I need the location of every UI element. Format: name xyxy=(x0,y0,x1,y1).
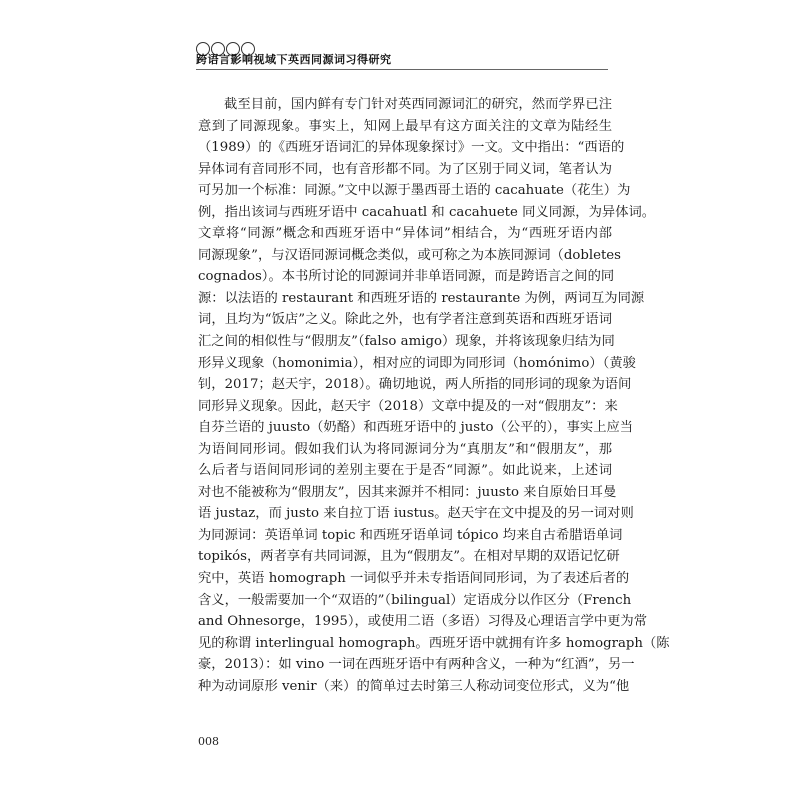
text-line: cognados）。本书所讨论的同源词并非单语同源，而是跨语言之间的同 xyxy=(198,269,615,285)
body-paragraph xyxy=(198,94,670,697)
text-line: 源：以法语的 restaurant 和西班牙语的 restaurante 为例，两词互为同源 xyxy=(198,290,645,306)
text-line: 同源现象”，与汉语同源词概念类似，或可称之为本族同源词（dobletes xyxy=(198,247,621,263)
text-line: 自芬兰语的 juusto（奶酪）和西班牙语中的 justo（公平的），事实上应当 xyxy=(198,420,634,436)
text-line: topikós，两者享有共同词源，且为“假朋友”。在相对早期的双语记忆研 xyxy=(198,549,620,565)
text-line: 豪，2013）：如 vino 一词在西班牙语中有两种含义，一种为“红酒”，另一 xyxy=(198,657,635,673)
text-line: 见的称谓 interlingual homograph。西班牙语中就拥有许多 homograph（陈 xyxy=(198,635,670,651)
text-line: 词，且均为“饭店”之义。除此之外，也有学者注意到英语和西班牙语词 xyxy=(198,312,612,328)
text-line: 同形异义现象。因此，赵天宇（2018）文章中提及的一对“假朋友”：来 xyxy=(198,398,618,414)
text-line: 异体词有音同形不同，也有音形都不同。为了区别于同义词，笔者认为 xyxy=(198,161,612,177)
text-line: 汇之间的相似性与“假朋友”（falso amigo）现象，并将该现象归结为同 xyxy=(198,334,615,350)
text-line: 为语间同形词。假如我们认为将同源词分为“真朋友”和“假朋友”，那 xyxy=(198,441,612,457)
text-line: 么后者与语间同形词的差别主要在于是否“同源”。如此说来，上述词 xyxy=(198,463,612,479)
running-head-title: 跨语言影响视域下英西同源词习得研究 xyxy=(196,53,392,66)
page-number: 008 xyxy=(198,735,219,748)
text-line: 语 justaz，而 justo 来自拉丁语 iustus。赵天宇在文中提及的另一词对则 xyxy=(198,506,634,522)
text-line: （1989）的《西班牙语词汇的异体现象探讨》一文。文中指出：“西语的 xyxy=(198,140,625,156)
text-line: 为同源词：英语单词 topic 和西班牙语单词 tópico 均来自古希腊语单词 xyxy=(198,527,623,543)
text-line: 钊，2017；赵天宇，2018）。确切地说，两人所指的同形词的现象为语间 xyxy=(198,377,632,393)
text-line: 可另加一个标准：同源。”文中以源于墨西哥土语的 cacahuate（花生）为 xyxy=(198,183,631,199)
running-head xyxy=(196,42,616,72)
text-line: and Ohnesorge，1995），或使用二语（多语）习得及心理语言学中更为常 xyxy=(198,614,648,630)
text-line: 种为动词原形 venir（来）的简单过去时第三人称动词变位形式，义为“他 xyxy=(198,678,630,694)
text-line: 意到了同源现象。事实上，知网上最早有这方面关注的文章为陆经生 xyxy=(198,118,612,134)
text-line: 对也不能被称为“假朋友”，因其来源并不相同：juusto 来自原始日耳曼 xyxy=(198,484,617,500)
text-line: 含义，一般需要加一个“双语的”（bilingual）定语成分以作区分（French xyxy=(198,592,632,608)
text-line: 形异义现象（homonimia），相对应的词即为同形词（homónimo）（黄骏 xyxy=(198,355,636,371)
text-line: 文章将“同源”概念和西班牙语中“异体词”相结合，为“西班牙语内部 xyxy=(198,226,612,242)
text-line: 截至目前，国内鲜有专门针对英西同源词汇的研究，然而学界已注 xyxy=(224,97,612,112)
text-line: 究中，英语 homograph 一词似乎并未专指语间同形词，为了表述后者的 xyxy=(198,571,630,587)
text-line: 例，指出该词与西班牙语中 cacahuatl 和 cacahuete 同义同源，为异体词。 xyxy=(198,204,656,220)
running-head-rule xyxy=(196,69,608,70)
